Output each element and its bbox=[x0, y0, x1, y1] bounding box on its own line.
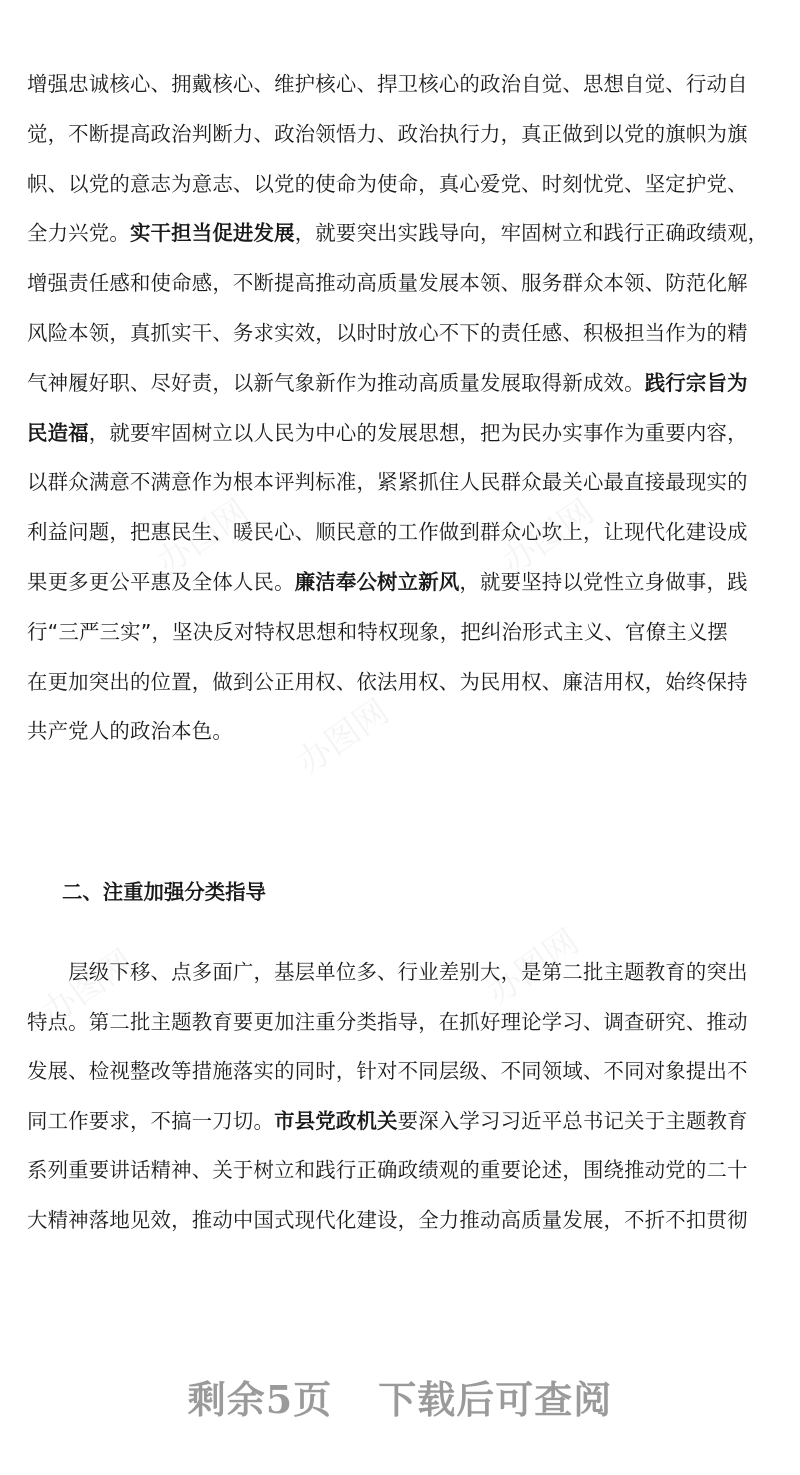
text-run: 层级下移、点多面广，基层单位多、行业差别大，是第二批主题教育的突出 bbox=[27, 960, 748, 984]
text-line bbox=[27, 711, 775, 751]
text-line bbox=[27, 1002, 775, 1042]
text-line bbox=[27, 1051, 775, 1091]
text-line bbox=[27, 1150, 775, 1190]
text-run: 果更多更公平惠及全体人民。 bbox=[27, 570, 295, 594]
text-line bbox=[27, 64, 775, 104]
text-run: 利益问题，把惠民生、暖民心、顺民意的工作做到群众心坎上，让现代化建设成 bbox=[27, 520, 748, 545]
text-run: ，就要坚持以党性立身做事，践 bbox=[459, 570, 748, 594]
text-line bbox=[27, 114, 775, 154]
text-line bbox=[27, 512, 775, 552]
bold-phrase: 廉洁奉公树立新风 bbox=[294, 570, 460, 594]
text-run: 系列重要讲话精神、关于树立和践行正确政绩观的重要论述，围绕推动党的二十 bbox=[27, 1158, 748, 1182]
text-run: 增强忠诚核心、拥戴核心、维护核心、捍卫核心的政治自觉、思想自觉、行动自 bbox=[27, 72, 748, 96]
text-run: 增强责任感和使命感，不断提高推动高质量发展本领、服务群众本领、防范化解 bbox=[27, 271, 748, 296]
text-line bbox=[27, 662, 775, 702]
text-line bbox=[27, 1200, 775, 1240]
text-line bbox=[27, 263, 775, 303]
remaining-pages-label: 剩余5页 bbox=[187, 1377, 333, 1422]
text-run: 气神履好职、尽好责，以新气象新作为推动高质量发展取得新成效。 bbox=[27, 370, 645, 395]
text-line bbox=[27, 612, 775, 652]
text-run: 觉，不断提高政治判断力、政治领悟力、政治执行力，真正做到以党的旗帜为旗 bbox=[27, 121, 748, 146]
text-line bbox=[27, 1101, 775, 1141]
text-line bbox=[27, 462, 775, 502]
text-run: 同工作要求，不搞一刀切。 bbox=[27, 1108, 275, 1133]
bold-phrase: 践行宗旨为 bbox=[644, 370, 748, 395]
section-heading: 二、注重加强分类指导 bbox=[62, 880, 266, 904]
text-line bbox=[27, 313, 775, 353]
text-line bbox=[27, 413, 775, 453]
text-run: 在更加突出的位置，做到公正用权、依法用权、为民用权、廉洁用权，始终保持 bbox=[27, 669, 748, 694]
bold-phrase: 市县党政机关 bbox=[274, 1108, 398, 1133]
text-run: ，就要牢固树立以人民为中心的发展思想，把为民办实事作为重要内容， bbox=[88, 420, 748, 445]
download-prompt[interactable] bbox=[0, 1370, 800, 1430]
text-line bbox=[27, 164, 775, 204]
bold-phrase: 实干担当促进发展 bbox=[129, 221, 295, 246]
download-to-view-label: 下载后可查阅 bbox=[378, 1377, 613, 1422]
text-run: 全力兴党。 bbox=[27, 221, 130, 246]
text-line bbox=[27, 363, 775, 403]
text-run: 特点。第二批主题教育要更加注重分类指导，在抓好理论学习、调查研究、推动 bbox=[27, 1009, 748, 1034]
bold-phrase: 民造福 bbox=[27, 420, 89, 445]
text-run: 共产党人的政治本色。 bbox=[27, 719, 233, 744]
text-run: 发展、检视整改等措施落实的同时，针对不同层级、不同领域、不同对象提出不 bbox=[27, 1059, 748, 1083]
text-line bbox=[27, 952, 775, 992]
text-run: 要深入学习习近平总书记关于主题教育 bbox=[397, 1108, 748, 1133]
text-run: 风险本领，真抓实干、务求实效，以时时放心不下的责任感、积极担当作为的精 bbox=[27, 321, 748, 345]
text-line bbox=[27, 562, 775, 602]
text-line bbox=[27, 213, 775, 253]
text-run: ，就要突出实践导向，牢固树立和践行正确政绩观， bbox=[294, 221, 769, 246]
text-run: 以群众满意不满意作为根本评判标准，紧紧抓住人民群众最关心最直接最现实的 bbox=[27, 470, 748, 495]
text-run: 大精神落地见效，推动中国式现代化建设，全力推动高质量发展，不折不扣贯彻 bbox=[27, 1207, 748, 1232]
text-run: 行“三严三实”，坚决反对特权思想和特权现象，把纠治形式主义、官僚主义摆 bbox=[27, 619, 729, 644]
text-run: 帜、以党的意志为意志、以党的使命为使命，真心爱党、时刻忧党、坚定护党、 bbox=[27, 171, 748, 196]
